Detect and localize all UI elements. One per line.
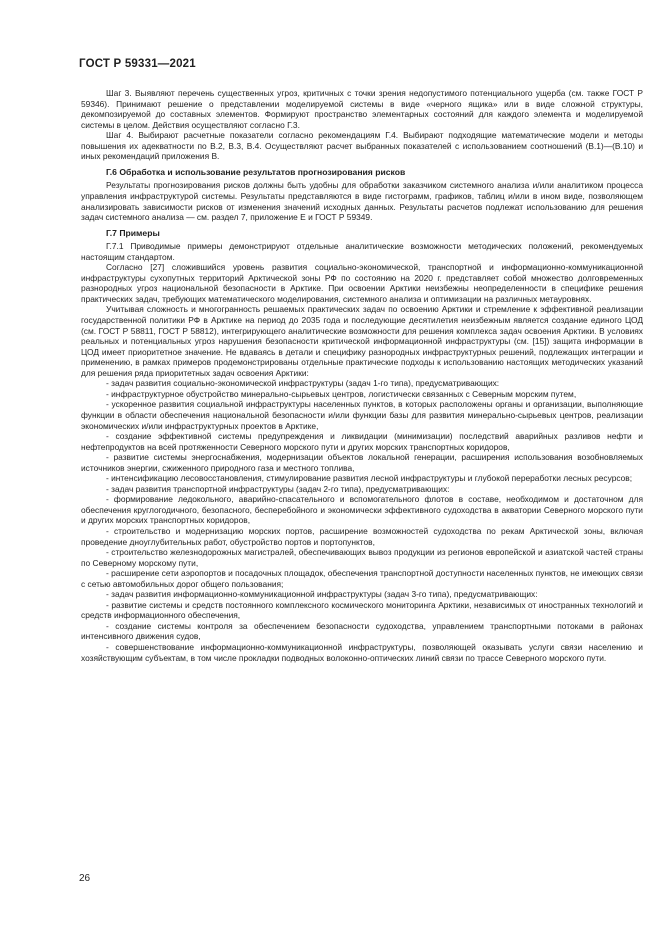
page-number: 26 bbox=[79, 873, 91, 884]
list-item: - задач развития социально-экономической инфраструктуры (задач 1-го типа), предусматривающих: bbox=[106, 378, 500, 389]
list-item: - развитие системы энергоснабжения, модернизации объектов локальной генерации, расширения использования возобновляемых источников энергии, сжиженного природного газа и местного топлива, bbox=[81, 452, 643, 473]
list-item: - задач развития транспортной инфраструктуры (задач 2-го типа), предусматривающих: bbox=[106, 483, 450, 494]
list-item: - формирование ледокольного, аварийно-спасательного и вспомогательного флотов в составе, необходимом и достаточном для обеспечения круглогодичного, безопасного, бесперебойного и экономически эффективного судоходства в акватории Северного морского пути и других морских транспортных коридоров, bbox=[81, 494, 643, 526]
paragraph: Учитывая сложность и многогранность решаемых практических задач по освоению Арктики и стремление к эффективной реализации государственной политики РФ в Арктике на период до 2035 года и последующие десятилетия неизбежным является создание единого ЦОД (см. ГОСТ Р 58811, ГОСТ Р 58812), интегрирующего аналитические возможности для решения комплекса задач освоения Арктики. В условиях реальных и потенциальных угроз нарушения безопасности критической информационной инфраструктуры (см. [15]) защита информации в ЦОД имеет приоритетное значение. Не вдаваясь в детали и специфику разнородных инфраструктурных решений, подлежащих интеграции и применению, в рамках примеров продемонстрированы отдельные практические подходы к использованию настоящих методических указаний для решения ряда приоритетных задач освоения Арктики: bbox=[81, 304, 643, 378]
list-item: - задач развития информационно-коммуникационной инфраструктуры (задач 3-го типа), предусматривающих: bbox=[106, 589, 538, 600]
document-body bbox=[81, 88, 643, 663]
list-item: - интенсификацию лесовосстановления, стимулирование развития лесной инфраструктуры и глубокой переработки лесных ресурсов; bbox=[106, 473, 633, 484]
list-item: - строительство железнодорожных магистралей, обеспечивающих вывоз продукции из регионов европейской и азиатской частей страны по Северному морскому пути, bbox=[81, 547, 643, 568]
list-item: - развитие системы и средств постоянного комплексного космического мониторинга Арктики, независимых от иностранных технологий и средств информационного обеспечения, bbox=[81, 599, 643, 621]
list-item: - ускоренное развития социальной инфраструктуры населенных пунктов, в которых расположены органы и организации, выполняющие функции в области обеспечения национальной безопасности и/или функции базы для развития минерально-сырьевых центров, реализации экономических и/или инфраструктурных проектов в Арктике, bbox=[81, 399, 643, 431]
paragraph: Шаг 3. Выявляют перечень существенных угроз, критичных с точки зрения недопустимого потенциального ущерба (см. также ГОСТ Р 59346). Принимают решение о представлении моделируемой системы в виде «черного ящика» или в виде сложной структуры, декомпозируемой до составных элементов. Формируют пространство элементарных состояний для каждого элемента и моделируемой системы в целом. Действия осуществляют согласно Г.3. bbox=[81, 88, 643, 130]
list-item: - строительство и модернизацию морских портов, расширение возможностей судоходства по рекам Арктической зоны, включая проведение дноуглубительных работ, обустройство портов и портопунктов, bbox=[81, 525, 643, 547]
paragraph: Г.7.1 Приводимые примеры демонстрируют отдельные аналитические возможности методических положений, рекомендуемых настоящим стандартом. bbox=[81, 241, 643, 262]
list-item: - инфраструктурное обустройство минерально-сырьевых центров, логистически связанных с Северным морским путем, bbox=[106, 388, 577, 399]
list-item: - создание системы контроля за обеспечением безопасности судоходства, управлением транспортными потоками в районах интенсивного движения судов, bbox=[81, 620, 643, 642]
list-item: - создание эффективной системы предупреждения и ликвидации (минимизации) последствий аварийных разливов нефти и нефтепродуктов на всей протяженности Северного морского пути и других морских транспортных коридоров, bbox=[81, 431, 643, 452]
section-heading-g6: Г.6 Обработка и использование результатов прогнозирования рисков bbox=[106, 166, 406, 177]
section-heading-g7: Г.7 Примеры bbox=[106, 227, 160, 238]
standard-header: ГОСТ Р 59331—2021 bbox=[79, 58, 196, 70]
paragraph: Шаг 4. Выбирают расчетные показатели согласно рекомендациям Г.4. Выбирают подходящие математические модели и методы повышения их адекватности по В.2, В.3, В.4. Осуществляют расчет выбранных показателей с использованием соотношений (В.1)—(В.10) и иных рекомендаций приложения В. bbox=[81, 130, 643, 162]
list-item: - расширение сети аэропортов и посадочных площадок, обеспечения транспортной доступности населенных пунктов, не имеющих связи с сетью автомобильных дорог общего пользования; bbox=[81, 568, 643, 589]
paragraph: Результаты прогнозирования рисков должны быть удобны для обработки заказчиком системного анализа и/или аналитиком процесса управления инфраструктурой системы. Результаты представляются в виде гистограмм, графиков, таблиц и/или в ином виде, позволяющем анализировать зависимости рисков от изменения значений исходных данных. Результаты расчетов подлежат использованию для решения задач системного анализа — см. раздел 7, приложение Е и ГОСТ Р 59349. bbox=[81, 180, 643, 223]
paragraph: Согласно [27] сложившийся уровень развития социально-экономической, транспортной и информационно-коммуникационной инфраструктуры сухопутных территорий Арктической зоны РФ по состоянию на 2020 г. представляет собой множество долговременных разнородных угроз национальной безопасности в Арктике. При освоении Арктики неизбежны неопределенности в специфике решения практических задач, требующих математического моделирования, системного анализа и оптимизации на различных метауровнях. bbox=[81, 262, 643, 304]
list-item: - совершенствование информационно-коммуникационной инфраструктуры, позволяющей оказывать услуги связи населению и хозяйствующим субъектам, в том числе прокладки подводных волоконно-оптических линий связи по трассе Северного морского пути. bbox=[81, 641, 643, 663]
